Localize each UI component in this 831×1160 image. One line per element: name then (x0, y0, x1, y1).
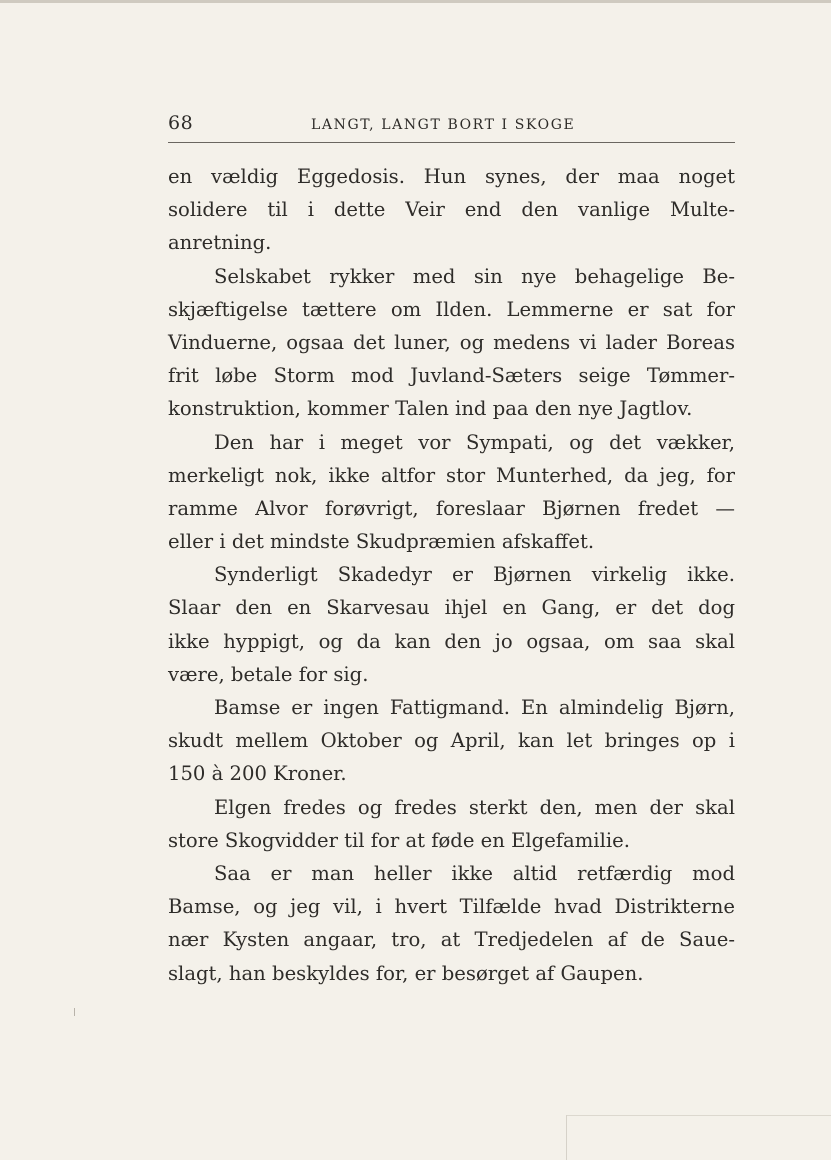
text-line: ramme Alvor forøvrigt, foreslaar Bjørnen fredet — (168, 496, 735, 520)
page-top-edge (0, 0, 831, 3)
text-line: Bamse, og jeg vil, i hvert Tilfælde hvad Distrikterne (168, 895, 735, 919)
text-line: Bamse er ingen Fattigmand. En almindelig Bjørn, (214, 696, 735, 719)
text-line: eller i det mindste Skudpræmien afskaffet. (168, 530, 595, 554)
text-line: skudt mellem Oktober og April, kan let bringes op i (168, 729, 735, 753)
text-line: en vældig Eggedosis. Hun synes, der maa noget (168, 165, 735, 188)
text-line: 150 à 200 Kroner. (168, 762, 347, 786)
text-line: konstruktion, kommer Talen ind paa den nye Jagtlov. (168, 397, 693, 421)
paper-fold-line (566, 1115, 831, 1116)
text-line: Synderligt Skadedyr er Bjørnen virkelig ikke. (214, 563, 735, 587)
page-header (168, 108, 735, 143)
running-title: LANGT, LANGT BORT I SKOGE (311, 117, 576, 133)
text-line: Elgen fredes og fredes sterkt den, men der skal (214, 795, 735, 819)
paper-speck (74, 1008, 75, 1016)
text-line: Selskabet rykker med sin nye behagelige Be- (214, 264, 735, 288)
text-line: store Skogvidder til for at føde en Elgefamilie. (168, 828, 630, 852)
text-line: Saa er man heller ikke altid retfærdig mod (214, 861, 735, 885)
text-line: frit løbe Storm mod Juvland-Sæters seige Tømmer- (168, 364, 735, 388)
text-line: anretning. (168, 231, 272, 255)
text-line: ikke hyppigt, og da kan den jo ogsaa, om saa skal (168, 629, 735, 653)
text-line: Vinduerne, ogsaa det luner, og medens vi lader Boreas (168, 330, 735, 354)
text-line: nær Kysten angaar, tro, at Tredjedelen af de Saue- (168, 928, 735, 952)
text-line: merkeligt nok, ikke altfor stor Munterhed, da jeg, for (168, 463, 735, 487)
text-line: slagt, han beskyldes for, er besørget af Gaupen. (168, 961, 644, 985)
body-text (168, 160, 735, 990)
text-line: være, betale for sig. (168, 662, 369, 686)
text-line: skjæftigelse tættere om Ilden. Lemmerne er sat for (168, 297, 735, 321)
page-number: 68 (168, 112, 194, 134)
text-line: solidere til i dette Veir end den vanlige Multe- (168, 198, 735, 222)
text-line: Slaar den en Skarvesau ihjel en Gang, er det dog (168, 596, 735, 620)
paper-fold-line-vertical (566, 1115, 567, 1160)
text-line: Den har i meget vor Sympati, og det vækker, (214, 430, 735, 454)
